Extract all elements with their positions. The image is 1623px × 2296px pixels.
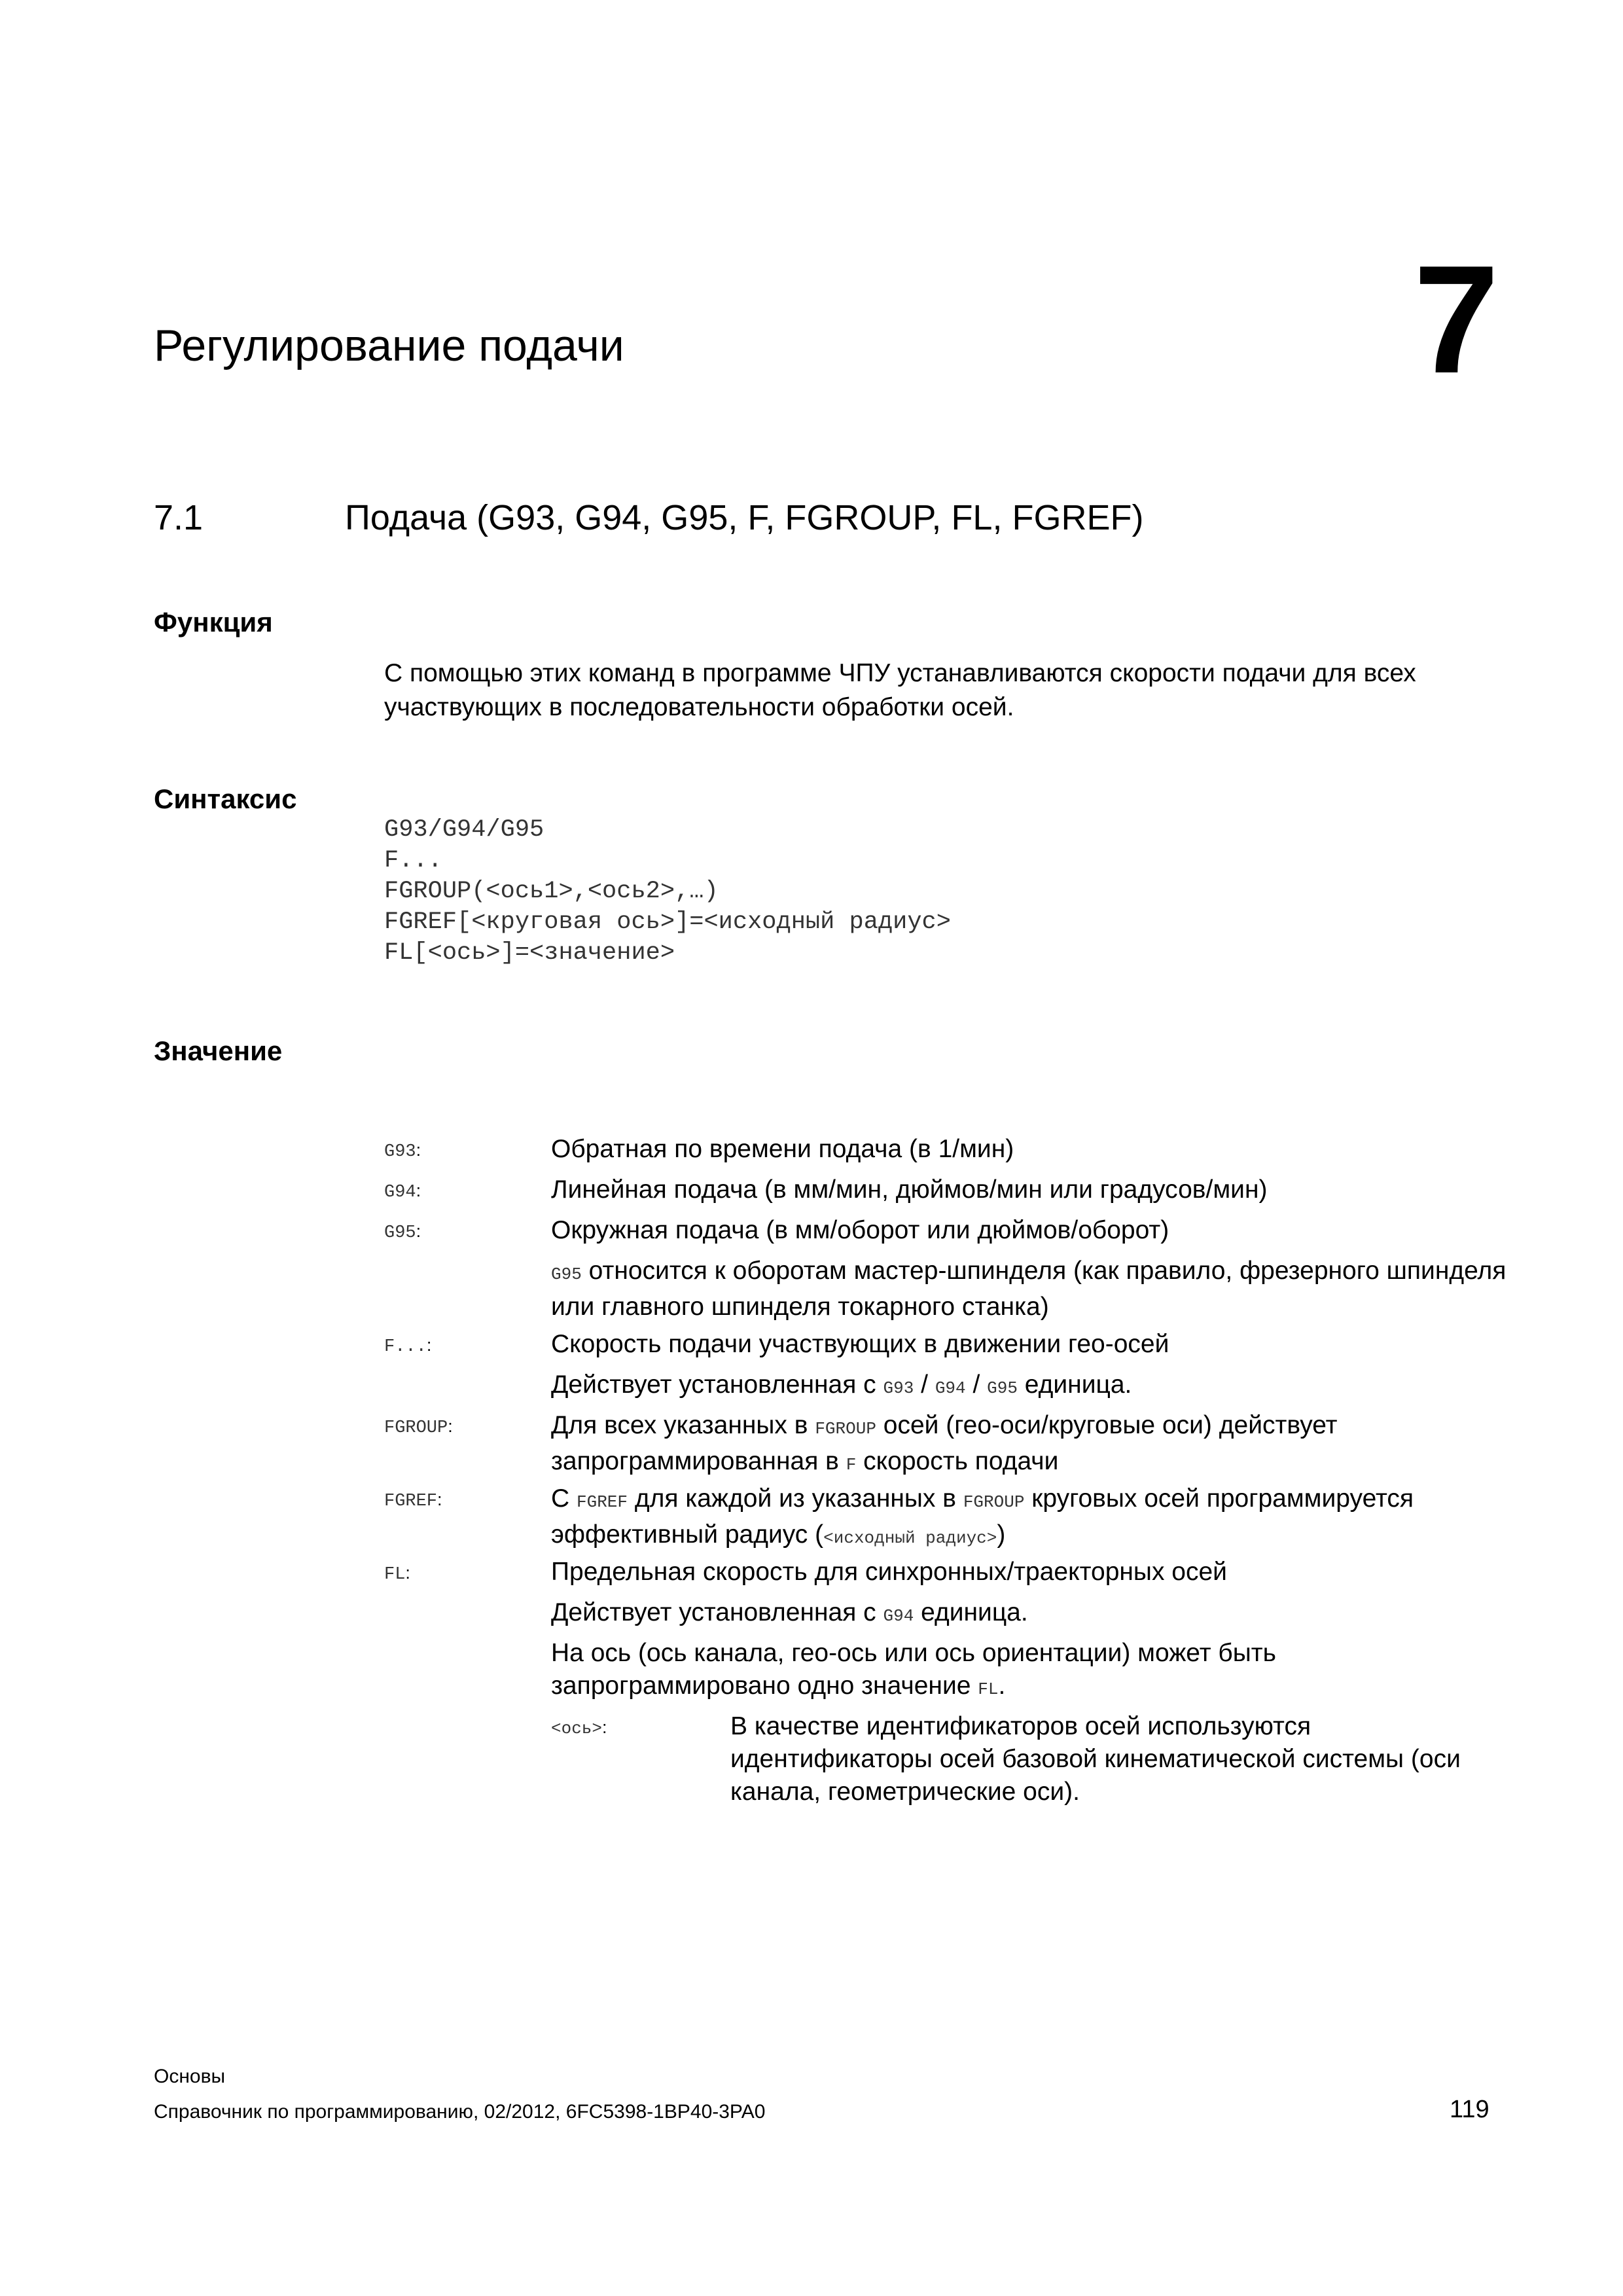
subterm-axis: <ось>: <box>551 1717 607 1738</box>
chapter-number: 7 <box>1414 233 1499 405</box>
desc-fl: Предельная скорость для синхронных/траекторных осей <box>551 1558 1227 1586</box>
desc-g95: Окружная подача (в мм/оборот или дюймов/оборот) <box>551 1216 1169 1244</box>
page-number: 119 <box>1450 2096 1489 2123</box>
desc-fgroup: Для всех указанных в FGROUP осей (гео-оси/круговые оси) действует запрограммированная в F скорость подачи <box>551 1411 1338 1475</box>
desc-f: Скорость подачи участвующих в движении гео-осей <box>551 1330 1169 1358</box>
section-title: Подача (G93, G94, G95, F, FGROUP, FL, FGREF) <box>345 498 1144 537</box>
function-heading: Функция <box>154 607 273 637</box>
syntax-heading: Синтаксис <box>154 783 297 814</box>
term-fgref: FGREF: <box>384 1490 442 1511</box>
syntax-block <box>384 815 951 969</box>
syntax-line: FGREF[<круговая ось>]=<исходный радиус> <box>384 908 951 936</box>
syntax-line: FL[<ось>]=<значение> <box>384 939 675 967</box>
syntax-line: G93/G94/G95 <box>384 816 544 844</box>
desc-g94: Линейная подача (в мм/мин, дюймов/мин или градусов/мин) <box>551 1175 1268 1204</box>
meaning-heading: Значение <box>154 1035 283 1066</box>
note-g95: G95 относится к оборотам мастер-шпинделя (как правило, фрезерного шпинделя или главного шпинделя токарного станка) <box>551 1257 1507 1321</box>
term-fl: FL: <box>384 1563 410 1585</box>
term-fgroup: FGROUP: <box>384 1416 453 1438</box>
note-fl-axis: На ось (ось канала, гео-ось или ось ориентации) может быть запрограммировано одно значение FL. <box>551 1639 1276 1700</box>
chapter-title: Регулирование подачи <box>154 321 624 370</box>
note-f: Действует установленная с G93 / G94 / G95 единица. <box>551 1371 1132 1399</box>
term-f: F...: <box>384 1335 432 1357</box>
desc-g93: Обратная по времени подача (в 1/мин) <box>551 1135 1014 1163</box>
term-g93: G93: <box>384 1140 421 1162</box>
function-text: С помощью этих команд в программе ЧПУ устанавливаются скорости подачи для всех участвующих в последовательности обработки осей. <box>384 659 1416 721</box>
syntax-line: F... <box>384 847 442 874</box>
term-g94: G94: <box>384 1181 421 1202</box>
section-number: 7.1 <box>154 498 204 537</box>
syntax-line: FGROUP(<ось1>,<ось2>,…) <box>384 878 719 905</box>
footer-manual-info: Справочник по программированию, 02/2012, 6FC5398-1BP40-3PA0 <box>154 2101 766 2123</box>
term-g95: G95: <box>384 1221 421 1243</box>
note-fl-unit: Действует установленная с G94 единица. <box>551 1598 1028 1626</box>
footer-book-title: Основы <box>154 2066 226 2087</box>
desc-fgref: С FGREF для каждой из указанных в FGROUP круговых осей программируется эффективный радиус (<исходный радиус>) <box>551 1484 1414 1549</box>
subdesc-axis: В качестве идентификаторов осей используются идентификаторы осей базовой кинематической системы (оси канала, геометрические оси). <box>730 1712 1461 1806</box>
